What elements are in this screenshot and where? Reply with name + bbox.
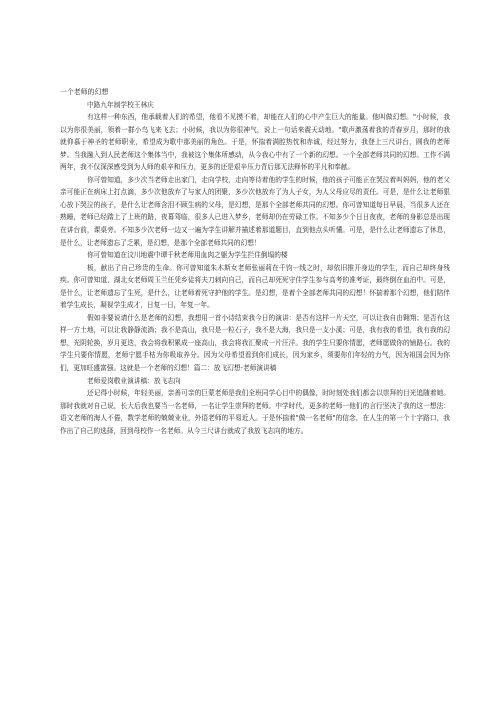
body-paragraph: 你可曾知道，多少次当老师走出家门，走向学校，走向等待着他的学生的时候，他的孩子可能正在哭泣着叫妈妈，他的老父亲可能正在病床上打点滴，多少次他放弃了与家人的团聚，多少次他放弃了为人子女，为人父母应尽的责任。可是，是什么让老师狠心放下哭泣的孩子，是什么让老师含泪不顾生病的父母，是幻想，是那个全部老师共同的幻想。你可曾知道每日早晨，当很多人还在熟睡，老师已经踏上了上班的路，夜幕驾临，很多人已进入梦乡，老师却仍在劳碌工作。不知多少个日日夜夜，老师的身影总是出现在讲台前，课桌旁。不知多少次老师一边又一遍为学生讲解并描述着那道题目，直到他点头听懂。可是，是什么让老师遗忘了休息，是什么，让老师遗忘了乏累，是幻想，是那个全部老师共同的幻想！ — [60, 175, 450, 247]
body-paragraph: 有这样一种东西，他承载着人们的希望，他看不见摸不着，却能在人们的心中产生巨大的能量。他叫做幻想。"小时候，我以为你很美丽，领着一群小鸟飞来飞去；小时候，我以为你很神气，说上一句话来震天动地。"歌声激荡着我的青春岁月，那时的我就仰慕于神圣的老师职业，希望成为歌中那美丽的角色。于是，怀揣着满腔热忱和赤诚，经过努力，我登上三尺讲台，圆我的老师梦。当我融入到人民老师这个集体当中，我被这个集体所感动，从今我心中有了一个新的幻想。一个全部老师共同的幻想。工作不满两年，我不仅深深感受到为人师的艰辛和压力，更多的还是艰辛压力背后那无法释怀的平凡和奉献。 — [60, 113, 450, 172]
subheading-line: 你可曾知道在汶川地震中谭千秋老师用血肉之躯为学生拦住倒塌的楼 — [87, 251, 288, 260]
section-heading: 老师爱岗敬业演讲稿：放飞志向 — [87, 376, 181, 385]
document-title: 一个老师的幻想 — [60, 88, 109, 96]
body-paragraph: 板，献出了自己珍贵的生命。你可曾知道朱木斯女老师张丽莉在千钧一线之时，却依旧推开身边的学生，而自己却终身残疾。你可曾知道，湖北女老师周玉兰任凭乡徒将夫刀刺向自己，而自己却死死守住学生参与高考的准考证，最终倒在血泊中。可是，是什么，让老师遗忘了生死，是什么，让老师着死守护他的学生。是幻想，是着个全部老师共同的幻想！怀揣着那个幻想，他们陪伴着学生成长，凝视学生成才，日复一日，年复一年。 — [60, 263, 450, 310]
body-paragraph: 还记得小时候，年轻美丽，亲善可亲的巨蒙老师是我们全班同学心目中的偶像，时时刻处我们都会以崇拜的目光追随着她。那时我就对自己说，长大后我也要当一名老师，一名让学生崇拜的老师。中学时代，更多的老师一他们的言行坚决了我的这一想法：语文老师的海人不倦，数学老师的兢兢业业，外语老师的平易近人。于是怀揣着"做一名老师"的信念，在人生的第一个十字路口，我作出了自己的选择，回到母校作一名老师。从今三尺讲台就成了我放飞志向的地方。 — [60, 389, 450, 435]
body-paragraph: 假如非要说请什么是老师的幻想，我想用一首小诗结束我今日的演讲：是否有这样一片天空，可以让我自由翱翔；是否有这样一方土地，可以让我静静流淌；我不是高山，我只是一粒石子，我不是大海，我只是一支小溪；可是，我有我的希望，我有我的幻想，光阴轮换，岁月更迭，我会将我积累成一座高山，我会将我汇聚成一片汪洋。我的学生只要你情愿，老师愿做你的铺路石。我的学生只要你情愿，老师宁愿手枯为你吸取养分。因为父母希望看到你们成长，因为家乡，须要你们年轻的力气，因为祖国会因为你们，更加旺盛富强。这就是一个老师的幻想！篇二：放飞幻想-老师演讲稿 — [60, 313, 450, 373]
author-line: 中路九年制学校王林庆 — [87, 100, 154, 109]
